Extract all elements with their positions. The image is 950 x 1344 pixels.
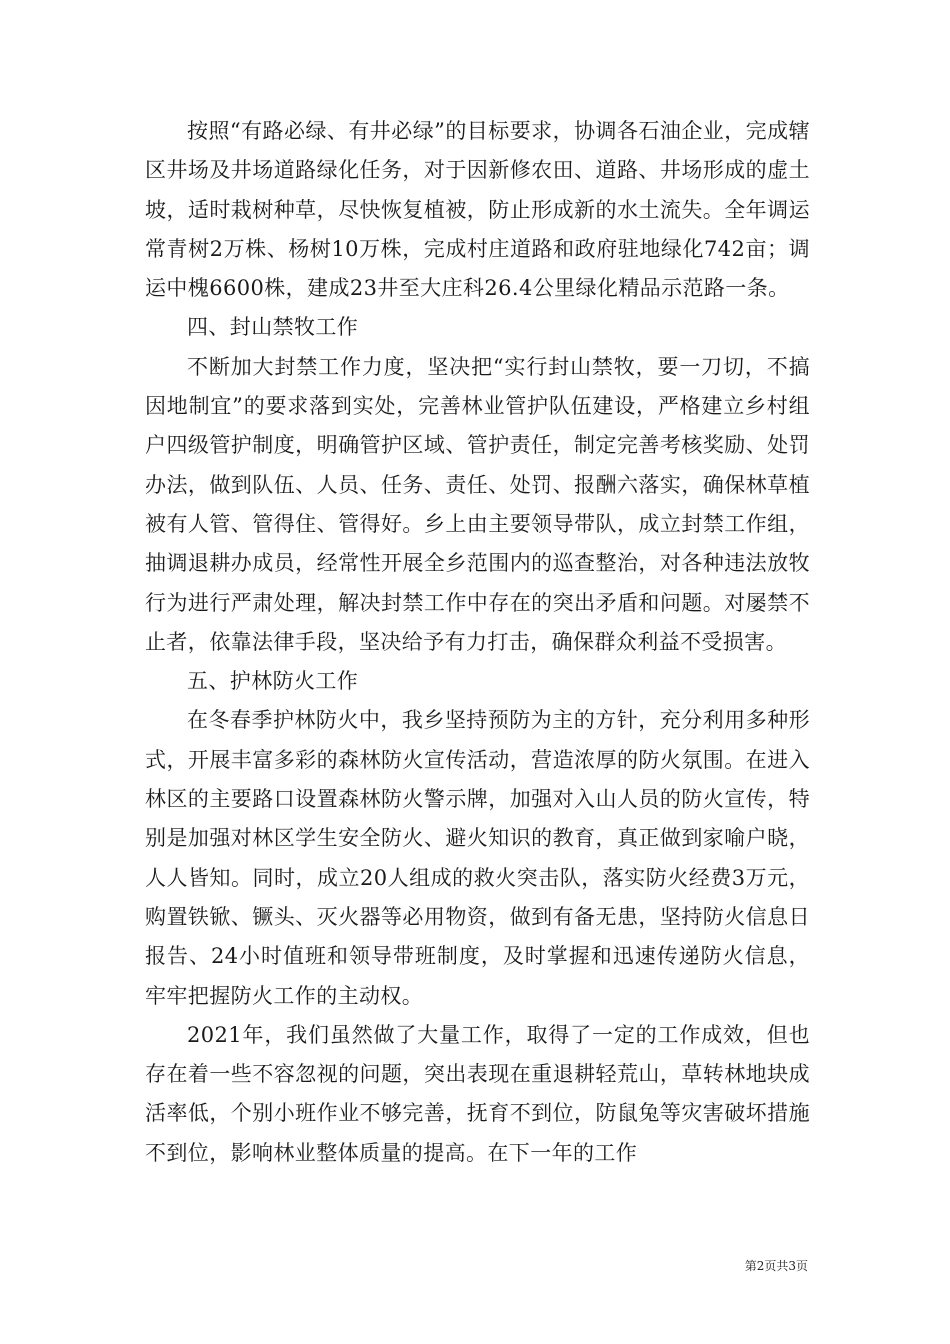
paragraph-greening: 按照“有路必绿、有井必绿”的目标要求，协调各石油企业，完成辖区井场及井场道路绿化任务，对于因新修农田、道路、井场形成的虚土坡，适时栽树种草，尽快恢复植被，防止形成新的水土流失。全年调运常青树2万株、杨树10万株，完成村庄道路和政府驻地绿化742亩；调运中槐6600株，建成23井至大庄科26.4公里绿化精品示范路一条。 bbox=[145, 119, 810, 301]
page-number-footer: 第2页共3页 bbox=[744, 1259, 808, 1273]
paragraph-grazing-ban: 不断加大封禁工作力度，坚决把“实行封山禁牧，要一刀切，不搞因地制宜”的要求落到实处，完善林业管护队伍建设，严格建立乡村组户四级管护制度，明确管护区域、管护责任，制定完善考核奖励、处罚办法，做到队伍、人员、任务、责任、处罚、报酬六落实，确保林草植被有人管、管得住、管得好。乡上由主要领导带队，成立封禁工作组，抽调退耕办成员，经常性开展全乡范围内的巡查整治，对各种违法放牧行为进行严肃处理，解决封禁工作中存在的突出矛盾和问题。对屡禁不止者，依靠法律手段，坚决给予有力打击，确保群众利益不受损害。 bbox=[145, 354, 810, 654]
document-body bbox=[145, 112, 810, 1173]
section-heading-grazing-ban: 四、封山禁牧工作 bbox=[187, 315, 359, 340]
paragraph-summary: 2021年，我们虽然做了大量工作，取得了一定的工作成效，但也存在着一些不容忽视的问题，突出表现在重退耕轻荒山，草转林地块成活率低，个别小班作业不够完善，抚育不到位，防鼠兔等灾害破坏措施不到位，影响林业整体质量的提高。在下一年的工作 bbox=[145, 1022, 810, 1165]
paragraph-fire-prevention: 在冬春季护林防火中，我乡坚持预防为主的方针，充分利用多种形式，开展丰富多彩的森林防火宣传活动，营造浓厚的防火氛围。在进入林区的主要路口设置森林防火警示牌，加强对入山人员的防火宣传，特别是加强对林区学生安全防火、避火知识的教育，真正做到家喻户晓，人人皆知。同时，成立20人组成的救火突击队，落实防火经费3万元，购置铁锨、镢头、灭火器等必用物资，做到有备无患，坚持防火信息日报告、24小时值班和领导带班制度，及时掌握和迅速传递防火信息，牢牢把握防火工作的主动权。 bbox=[145, 708, 810, 1008]
section-heading-fire-prevention: 五、护林防火工作 bbox=[187, 669, 359, 694]
